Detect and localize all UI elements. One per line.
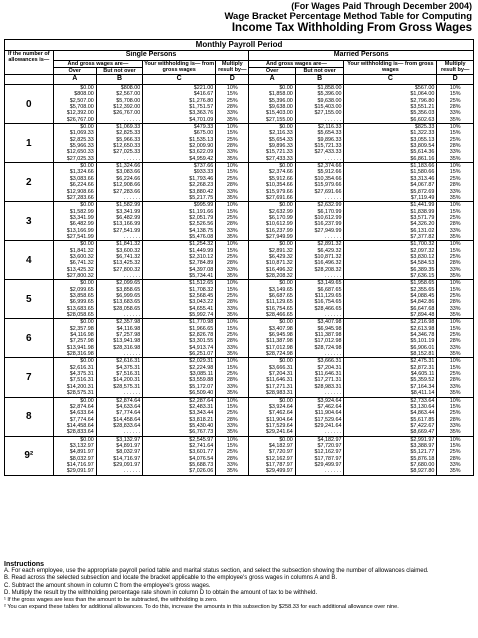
married-notover-values: $2,891.32 $6,429.32 $10,871.32 $16,496.32 $28,208.32 . . . . . . <box>295 241 344 280</box>
single-percent-values: 10% 15% 25% 28% 33% 35% <box>216 202 249 241</box>
married-notover-values: $2,374.66 $5,912.66 $10,354.66 $15,979.66 $27,691.66 . . . . . . <box>295 163 344 202</box>
married-over-values: $0.00 $2,632.99 $6,170.99 $10,612.99 $16,237.99 $27,949.99 <box>249 202 295 241</box>
allowance-count: 8 <box>5 397 54 436</box>
instruction-c: C. Subtract the amount shown in column C from the employee's gross wages. <box>4 582 211 589</box>
married-subtract-values: $2,216.98 $2,613.98 $4,346.78 $5,101.19 $6,906.01 $8,152.81 <box>344 319 437 358</box>
single-subtract-values: $1,512.65 $1,708.32 $2,568.45 $3,043.22 $4,655.41 $5,992.74 <box>143 280 216 319</box>
single-percent-values: 10% 15% 25% 28% 33% 35% <box>216 85 249 124</box>
married-percent-values: 10% 15% 25% 28% 33% 35% <box>437 124 474 163</box>
married-percent-values: 10% 15% 25% 28% 33% 35% <box>437 358 474 397</box>
married-multiply-header: Multiply result by— <box>437 61 474 75</box>
single-gross-header: And gross wages are— <box>53 61 143 68</box>
single-percent-values: 10% 15% 25% 28% 33% 35% <box>216 124 249 163</box>
single-over-values: $0.00 $2,616.31 $4,375.31 $7,516.31 $14,200.31 $28,575.31 <box>53 358 96 397</box>
allowance-count: 9² <box>5 436 54 475</box>
blank-letter-cell <box>5 75 54 85</box>
instruction-b: B. Read across the selected subsection and locate the bracket applicable to the employee's gross wages in columns A and B. <box>4 575 338 582</box>
married-notover-header: But not over <box>295 68 344 75</box>
single-multiply-header: Multiply result by— <box>216 61 249 75</box>
married-notover-values: $2,116.33 $5,654.33 $9,896.33 $15,721.33 $27,433.33 . . . . . . <box>295 124 344 163</box>
allowance-count: 1 <box>5 124 54 163</box>
allowance-count: 7 <box>5 358 54 397</box>
married-over-values: $0.00 $1,858.00 $5,396.00 $9,638.00 $15,403.00 $27,155.00 <box>249 85 295 124</box>
allowance-count: 0 <box>5 85 54 124</box>
married-subtract-values: $2,475.31 $2,872.31 $4,605.11 $5,359.52 $7,164.34 $8,411.14 <box>344 358 437 397</box>
single-subtract-values: $2,029.31 $2,224.98 $3,085.11 $3,559.88 $5,172.07 $6,509.40 <box>143 358 216 397</box>
single-notover-values: $808.00 $2,567.00 $5,708.00 $12,392.00 $26,767.00 . . . . . . <box>96 85 142 124</box>
single-percent-values: 10% 15% 25% 28% 33% 35% <box>216 280 249 319</box>
single-notover-values: $2,616.31 $4,375.31 $7,516.31 $14,200.31 $28,575.31 . . . . . . <box>96 358 142 397</box>
single-percent-values: 10% 15% 25% 28% 33% 35% <box>216 436 249 475</box>
column-letter: B <box>96 75 142 85</box>
married-subtract-values: $2,991.97 $3,388.97 $5,121.77 $5,876.18 $7,680.00 $8,927.80 <box>344 436 437 475</box>
married-over-values: $0.00 $3,149.65 $6,687.65 $11,129.65 $16,754.65 $28,466.65 <box>249 280 295 319</box>
instructions-title: Instructions <box>4 561 45 568</box>
single-subtract-values: $995.99 $1,191.66 $2,051.79 $2,526.56 $4,138.75 $5,476.08 <box>143 202 216 241</box>
single-notover-values: $1,841.32 $3,600.32 $6,741.32 $13,425.32 $27,800.32 . . . . . . <box>96 241 142 280</box>
instructions <box>4 561 474 611</box>
married-subtract-header: Your withholding is— from gross wages <box>344 61 437 75</box>
married-subtract-values: $1,700.32 $2,097.32 $3,830.12 $4,584.53 $6,389.35 $7,636.15 <box>344 241 437 280</box>
married-over-header: Over <box>249 68 295 75</box>
married-subtract-values: $1,183.66 $1,580.66 $3,313.46 $4,067.87 $5,872.69 $7,119.49 <box>344 163 437 202</box>
single-notover-header: But not over <box>96 68 142 75</box>
single-notover-values: $2,874.64 $4,633.64 $7,774.64 $14,458.64 $28,833.64 . . . . . . <box>96 397 142 436</box>
married-subtract-values: $1,958.65 $2,355.65 $4,088.45 $4,842.86 $6,647.68 $7,894.48 <box>344 280 437 319</box>
married-subtract-values: $825.33 $1,322.33 $3,055.13 $3,809.54 $5,614.36 $6,861.16 <box>344 124 437 163</box>
married-over-values: $0.00 $4,182.97 $7,720.97 $12,162.97 $17,787.97 $29,499.97 <box>249 436 295 475</box>
single-percent-values: 10% 15% 25% 28% 33% 35% <box>216 319 249 358</box>
single-subtract-header: Your withholding is— from gross wages <box>144 61 215 73</box>
column-letter: A <box>53 75 96 85</box>
table-row <box>5 436 474 475</box>
single-subtract-values: $2,545.97 $2,741.64 $3,601.77 $4,076.54 $5,688.73 $7,026.06 <box>143 436 216 475</box>
married-subtract-values: $2,733.64 $3,130.64 $4,863.44 $5,617.85 $7,422.67 $8,669.47 <box>344 397 437 436</box>
table-row <box>5 358 474 397</box>
single-over-values: $0.00 $2,099.65 $3,858.65 $6,999.65 $13,683.65 $28,058.65 <box>53 280 96 319</box>
table-body <box>5 85 474 476</box>
column-letter: D <box>216 75 249 85</box>
single-over-header: Over <box>53 68 96 75</box>
page-title-line2: Income Tax Withholding From Gross Wages <box>231 22 472 34</box>
married-notover-values: $3,666.31 $7,204.31 $11,646.31 $17,271.31 $28,983.31 . . . . . . <box>295 358 344 397</box>
allowance-count: 3 <box>5 202 54 241</box>
table-row <box>5 163 474 202</box>
married-subtract-values: $567.00 $1,064.00 $2,796.80 $3,551.21 $5,356.03 $6,602.63 <box>344 85 437 124</box>
footnote-1: ¹ If the gross wages are less than the amount to be subtracted, the withholding is zero. <box>4 597 218 604</box>
allowance-count: 4 <box>5 241 54 280</box>
table-row <box>5 280 474 319</box>
married-percent-values: 10% 15% 25% 28% 33% 35% <box>437 163 474 202</box>
column-letter: B <box>295 75 344 85</box>
table-row <box>5 85 474 124</box>
married-percent-values: 10% 15% 25% 28% 33% 35% <box>437 436 474 475</box>
page-title-line1: Wage Bracket Percentage Method Table for Computing <box>224 11 472 22</box>
married-notover-values: $1,858.00 $5,396.00 $9,638.00 $15,403.00 $27,155.00 . . . . . . <box>295 85 344 124</box>
married-notover-values: $3,407.98 $6,945.98 $11,387.98 $17,012.98 $28,724.98 . . . . . . <box>295 319 344 358</box>
married-percent-values: 10% 15% 25% 28% 33% 35% <box>437 397 474 436</box>
single-persons-header: Single Persons <box>53 51 249 61</box>
married-subtract-values: $1,441.99 $1,838.99 $3,571.79 $4,326.20 $6,131.02 $7,377.82 <box>344 202 437 241</box>
married-over-values: $0.00 $3,924.64 $7,462.64 $11,904.64 $17,529.64 $29,241.64 <box>249 397 295 436</box>
single-percent-values: 10% 15% 25% 28% 33% 35% <box>216 241 249 280</box>
single-subtract-values: $221.00 $416.67 $1,276.80 $1,751.57 $3,363.76 $4,701.09 <box>143 85 216 124</box>
single-over-values: $0.00 $2,357.98 $4,116.98 $7,257.98 $13,941.98 $28,316.98 <box>53 319 96 358</box>
single-subtract-values: $479.33 $675.00 $1,535.13 $2,009.90 $3,622.09 $4,959.42 <box>143 124 216 163</box>
column-letter: D <box>437 75 474 85</box>
single-percent-values: 10% 15% 25% 28% 33% 35% <box>216 358 249 397</box>
married-notover-values: $3,149.65 $6,687.65 $11,129.65 $16,754.65 $28,466.65 . . . . . . <box>295 280 344 319</box>
married-over-values: $0.00 $2,374.66 $5,912.66 $10,354.66 $15,979.66 $27,691.66 <box>249 163 295 202</box>
married-over-values: $0.00 $2,116.33 $5,654.33 $9,896.33 $15,721.33 $27,433.33 <box>249 124 295 163</box>
column-letter: A <box>249 75 295 85</box>
single-percent-values: 10% 15% 25% 28% 33% 35% <box>216 397 249 436</box>
allowance-count: 2 <box>5 163 54 202</box>
single-over-values: $0.00 $1,582.99 $3,341.99 $6,482.99 $13,166.99 $27,541.99 <box>53 202 96 241</box>
table-row <box>5 397 474 436</box>
married-over-values: $0.00 $3,666.31 $7,204.31 $11,646.31 $17,271.31 $28,983.31 <box>249 358 295 397</box>
married-notover-values: $4,182.97 $7,720.97 $12,162.97 $17,787.97 $29,499.97 . . . . . . <box>295 436 344 475</box>
allowance-count: 6 <box>5 319 54 358</box>
table-row <box>5 319 474 358</box>
married-over-values: $0.00 $3,407.98 $6,945.98 $11,387.98 $17,012.98 $28,724.98 <box>249 319 295 358</box>
single-subtract-values: $1,770.98 $1,966.65 $2,826.78 $3,301.55 $4,913.74 $6,251.07 <box>143 319 216 358</box>
single-notover-values: $2,357.98 $4,116.98 $7,257.98 $13,941.98 $28,316.98 . . . . . . <box>96 319 142 358</box>
paid-through-note: (For Wages Paid Through December 2004) <box>291 1 472 11</box>
table-row <box>5 124 474 163</box>
allowance-count: 5 <box>5 280 54 319</box>
single-subtract-values: $1,254.32 $1,449.99 $2,310.12 $2,784.89 $4,397.08 $5,734.41 <box>143 241 216 280</box>
single-over-values: $0.00 $1,324.66 $3,083.66 $6,224.66 $12,908.66 $27,283.66 <box>53 163 96 202</box>
table-row <box>5 202 474 241</box>
single-subtract-values: $737.66 $933.33 $1,793.46 $2,268.23 $3,880.42 $5,217.75 <box>143 163 216 202</box>
married-notover-values: $2,632.99 $6,170.99 $10,612.99 $16,237.99 $27,949.99 . . . . . . <box>295 202 344 241</box>
married-percent-values: 10% 15% 25% 28% 33% 35% <box>437 280 474 319</box>
wage-bracket-table <box>4 39 474 476</box>
married-over-values: $0.00 $2,891.32 $6,429.32 $10,871.32 $16,496.32 $28,208.32 <box>249 241 295 280</box>
allowances-header: If the number of allowances is— <box>5 51 54 75</box>
single-notover-values: $1,069.33 $2,825.33 $5,966.33 $12,650.33 $27,025.33 . . . . . . <box>96 124 142 163</box>
single-over-values: $0.00 $3,132.97 $4,891.97 $8,032.97 $14,716.97 $29,091.97 <box>53 436 96 475</box>
instruction-d: D. Multiply the result by the withholding percentage rate shown in column D to obtain the amount of tax to be withheld. <box>4 589 318 596</box>
married-persons-header: Married Persons <box>249 51 474 61</box>
single-over-values: $0.00 $2,874.64 $4,633.64 $7,774.64 $14,458.64 $28,833.64 <box>53 397 96 436</box>
married-percent-values: 10% 15% 25% 28% 33% 35% <box>437 241 474 280</box>
single-subtract-values: $2,287.64 $2,483.31 $3,343.44 $3,818.21 $5,430.40 $6,767.73 <box>143 397 216 436</box>
footnote-2: ² You can expand these tables for additional allowances. To do this, increase the amounts in this subsection by $258.33 for each additional allowance over nine. <box>4 604 399 611</box>
single-notover-values: $1,324.66 $3,083.66 $6,224.66 $12,908.66 $27,283.66 . . . . . . <box>96 163 142 202</box>
single-over-values: $0.00 $1,069.33 $2,825.33 $5,966.33 $12,650.33 $27,025.33 <box>53 124 96 163</box>
married-percent-values: 10% 15% 25% 28% 33% 35% <box>437 319 474 358</box>
instruction-a: A. For each employee, use the appropriate payroll period table and marital status section, and select the subsection showing the number of allowances claimed. <box>4 568 429 575</box>
married-percent-values: 10% 15% 25% 28% 33% 35% <box>437 85 474 124</box>
table-row <box>5 241 474 280</box>
married-percent-values: 10% 15% 25% 28% 33% 35% <box>437 202 474 241</box>
single-over-values: $0.00 $808.00 $2,507.00 $5,708.00 $12,392.00 $26,767.00 <box>53 85 96 124</box>
column-letter: C <box>344 75 437 85</box>
single-percent-values: 10% 15% 25% 28% 33% 35% <box>216 163 249 202</box>
column-letter: C <box>143 75 216 85</box>
single-notover-values: $2,099.65 $3,858.65 $6,999.65 $13,683.65 $28,058.65 . . . . . . <box>96 280 142 319</box>
single-over-values: $0.00 $1,841.32 $3,600.32 $6,741.32 $13,425.32 $27,800.32 <box>53 241 96 280</box>
period-heading: Monthly Payroll Period <box>5 40 474 51</box>
married-notover-values: $3,924.64 $7,462.64 $11,904.64 $17,529.64 $29,241.64 . . . . . . <box>295 397 344 436</box>
single-notover-values: $3,132.97 $4,891.97 $8,032.97 $14,716.97 $29,091.97 . . . . . . <box>96 436 142 475</box>
married-gross-header: And gross wages are— <box>249 61 344 68</box>
single-notover-values: $1,582.99 $3,341.99 $6,482.99 $13,166.99 $27,541.99 . . . . . . <box>96 202 142 241</box>
